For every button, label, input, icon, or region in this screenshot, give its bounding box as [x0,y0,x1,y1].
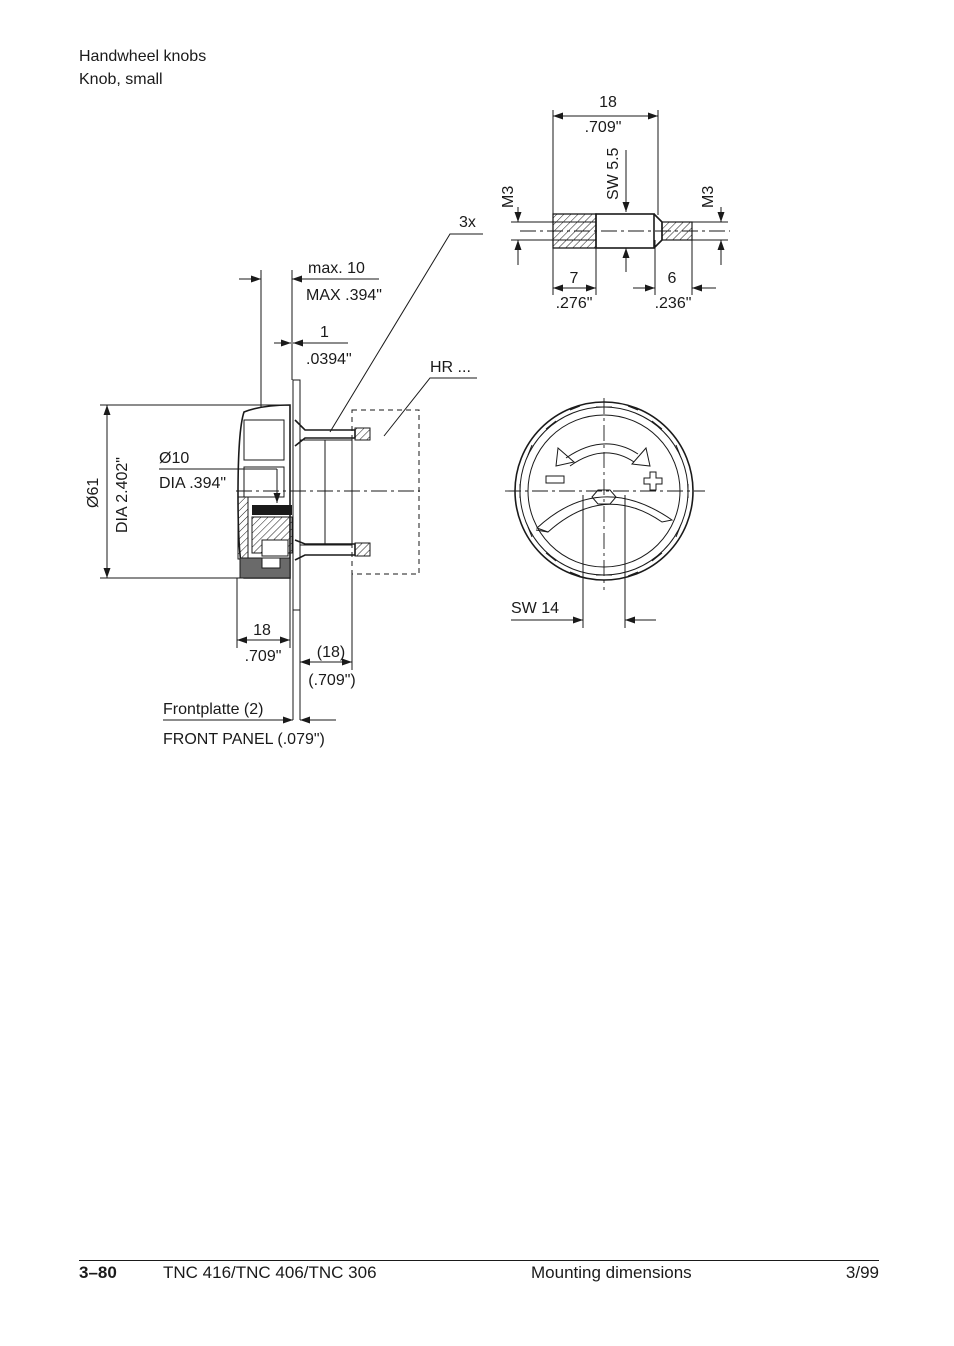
page-number: 3–80 [79,1263,117,1282]
screw-detail [330,94,730,432]
screw-length-in: .709" [584,119,622,136]
max-depth-mm: max. 10 [308,260,365,277]
front-panel-in: FRONT PANEL (.079") [163,731,325,748]
front-wrench-size: SW 14 [511,600,560,617]
knob-diameter-mm: Ø61 [85,477,102,508]
left-length-mm: 7 [569,270,579,287]
screw-length-mm: 18 [599,94,617,111]
header-title: Handwheel knobs [79,48,207,65]
spacer-length-in: (.709") [308,672,356,689]
handwheel-label: HR ... [430,359,471,376]
header-subtitle: Knob, small [79,71,163,88]
gap-in: .0394" [306,351,352,368]
left-length-in: .276" [555,295,593,312]
bore-diameter-mm: Ø10 [159,450,190,467]
knob-depth-in: .709" [244,648,282,665]
bore-diameter-in: DIA .394" [159,475,227,492]
spacer-length-mm: (18) [316,644,346,661]
footer-model: TNC 416/TNC 406/TNC 306 [163,1263,377,1282]
right-length-mm: 6 [667,270,677,287]
max-depth-in: MAX .394" [306,287,382,304]
footer-date: 3/99 [845,1263,879,1282]
gap-mm: 1 [320,324,329,341]
knob-diameter-in: DIA 2.402" [114,457,131,533]
footer-section: Mounting dimensions [531,1263,692,1282]
thread-left-label: M3 [500,185,517,208]
knob-depth-mm: 18 [253,622,271,639]
knob-front-view [505,398,705,628]
right-length-in: .236" [654,295,692,312]
thread-right-label: M3 [700,185,717,208]
footer-divider [79,1260,879,1261]
front-panel-mm: Frontplatte (2) [163,701,264,718]
knob-side-view [85,260,477,748]
screw-wrench-size: SW 5.5 [605,147,622,200]
screw-count: 3x [459,214,476,231]
